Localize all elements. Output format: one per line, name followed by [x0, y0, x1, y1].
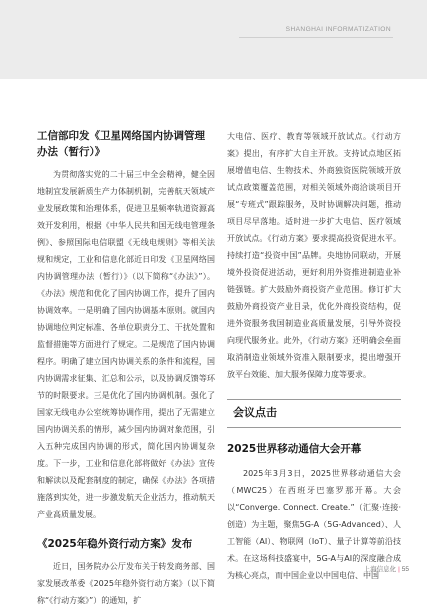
section-label-meeting: 会议点击: [233, 406, 277, 419]
footer-magazine-name: 上海信息化: [363, 566, 397, 573]
footer-separator: |: [398, 566, 400, 573]
left-column: [37, 128, 215, 609]
header-band: [0, 0, 427, 79]
article-body-mwc: 2025年3月3日，2025世界移动通信大会（MWC25）在西班牙巴塞罗那开幕。大会以“Converge. Connect. Create.”（汇聚·连接·创造）为主题，聚焦5G-A（5G-Advanced）、人工智能（AI）、物联网（IoT）、量子计算等前沿技术。在这场科技盛宴中，5G-A与AI的深度融合成为核心亮点，而中国企业以中国电信、中国: [227, 469, 401, 580]
article-body-foreign-investment-start: 近日，国务院办公厅发布关于转发商务部、国家发展改革委《2025年稳外资行动方案》（以下简称“《行动方案》”）的通知，扩: [37, 562, 215, 605]
article-title-satellite-network: 工信部印发《卫星网络国内协调管理办法（暂行）》: [37, 130, 205, 158]
page-number: 55: [401, 566, 409, 573]
magazine-header-title: SHANGHAI INFORMATIZATION: [285, 26, 391, 33]
header-divider: [239, 37, 393, 38]
article-title-mwc: 2025世界移动通信大会开幕: [227, 443, 362, 455]
article-body-satellite-network: 为贯彻落实党的二十届三中全会精神，健全因地制宜发展新质生产力体制机制，完善航天领域产业发展政策和治理体系，促进卫星频率轨道资源高效开发利用，根据《中华人民共和国无线电管理条例》、参照国际电信联盟《无线电规则》等相关法规和规定，工业和信息化部近日印发《卫星网络国内协调管理办法（暂行）》（以下简称“《办法》”）。《办法》规范和优化了国内协调工作，提升了国内协调效率。一是明确了国内协调基本原则。就国内协调地位判定标准、各单位职责分工、干扰处置和监督措施等方面进行了规定。二是规范了国内协调程序。明确了建立国内协调关系的条件和流程，国内协调需求征集、汇总和公示，以及协调反馈等环节的时限要求。三是优化了国内协调机制。强化了国家无线电办公室统筹协调作用，提出了无需建立国内协调关系的情形，减少国内协调对象范围，引入五种完成国内协调的形式，简化国内协调复杂度。下一步，工业和信息化部将做好《办法》宣传和解读以及配套制度的制定，确保《办法》各项措施落到实处，进一步激发航天企业活力，推动航天产业高质量发展。: [37, 170, 215, 519]
article-body-foreign-investment-cont: 大电信、医疗、教育等领域开放试点。《行动方案》提出，有序扩大自主开放。支持试点地区拓展增值电信、生物技术、外商独资医院领域开放试点政策覆盖范围，对相关领域外商洽谈项目开展“专班式”跟踪服务，及时协调解决问题，推动项目尽早落地。适时进一步扩大电信、医疗领域开放试点。《行动方案》要求提高投资促进水平。持续打造“投资中国”品牌。央地协同联动，开展境外投资促进活动，更好利用外资推进制造业补链强链。扩大鼓励外商投资产业范围。修订扩大鼓励外商投资产业目录，优化外商投资结构，促进外资服务我国制造业高质量发展，引导外资投向现代服务业。此外，《行动方案》还明确会垒面取消制造业领域外资准入限制要求，提出增强开放平台效能、加大服务保障力度等要求。: [227, 132, 401, 379]
section-header-box: [227, 399, 401, 428]
right-column: [227, 128, 401, 584]
page-footer: [364, 564, 409, 573]
article-title-foreign-investment: 《2025年稳外资行动方案》发布: [37, 538, 193, 550]
